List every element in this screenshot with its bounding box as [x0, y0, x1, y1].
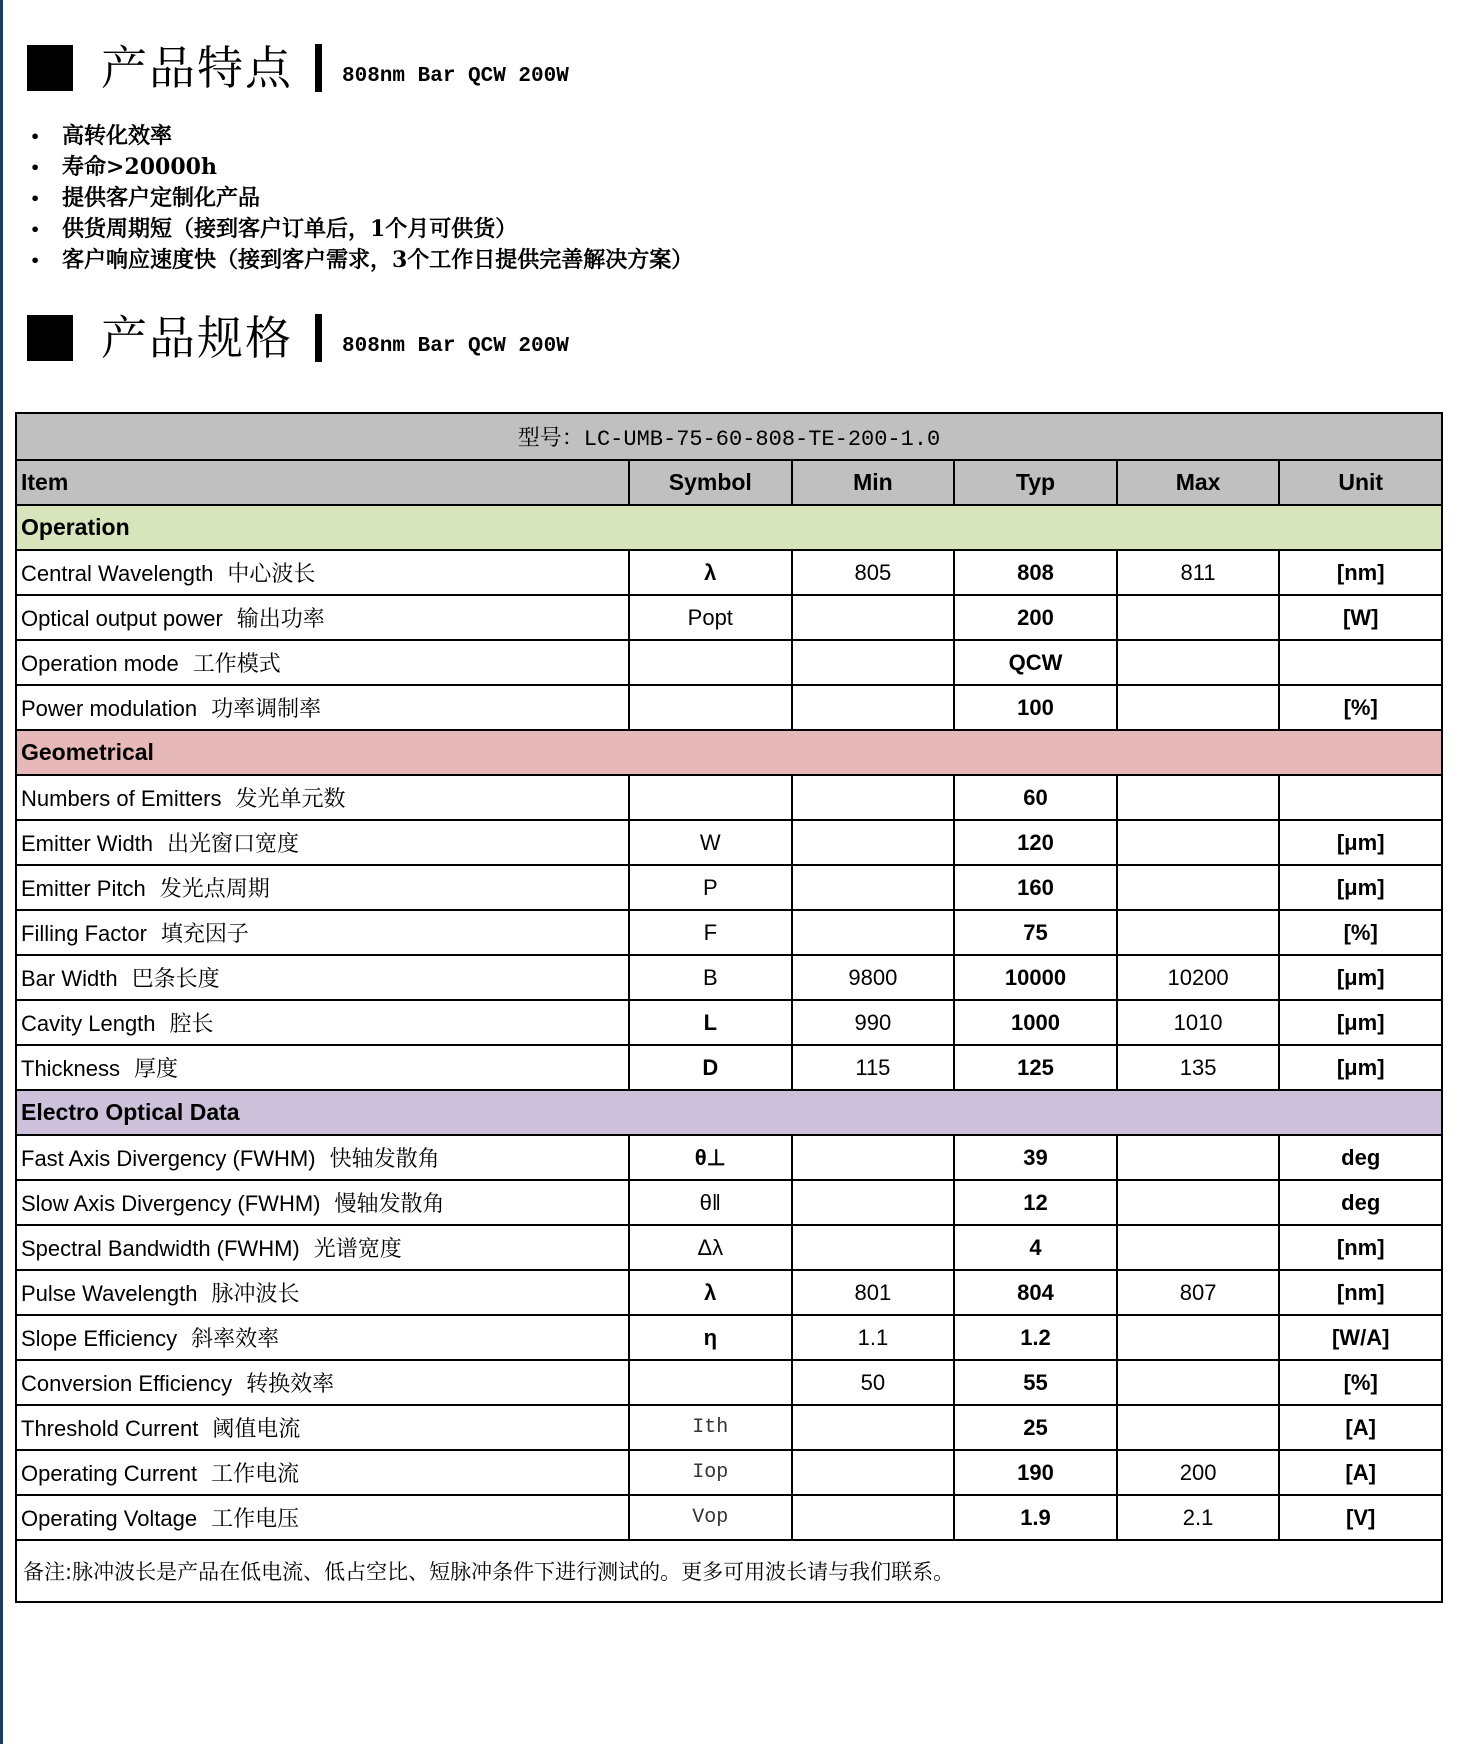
- item-name-cn: 脉冲波长: [211, 1281, 300, 1306]
- model-row: [16, 413, 1442, 460]
- header-max: Max: [1117, 460, 1280, 505]
- typ-cell: 1000: [954, 1000, 1117, 1045]
- min-cell: 801: [792, 1270, 955, 1315]
- typ-cell: 75: [954, 910, 1117, 955]
- item-name-cn: 厚度: [134, 1056, 179, 1081]
- symbol-cell: θ⊥: [629, 1135, 792, 1180]
- typ-cell: QCW: [954, 640, 1117, 685]
- spec-table: [15, 412, 1443, 1603]
- item-name-cn: 出光窗口宽度: [167, 831, 300, 856]
- unit-cell: [nm]: [1279, 1270, 1442, 1315]
- max-cell: [1117, 595, 1280, 640]
- typ-cell: 125: [954, 1045, 1117, 1090]
- symbol-cell: D: [629, 1045, 792, 1090]
- unit-cell: [μm]: [1279, 1000, 1442, 1045]
- symbol-cell: λ: [629, 550, 792, 595]
- unit-cell: [nm]: [1279, 550, 1442, 595]
- table-row: [16, 1000, 1442, 1045]
- table-row: [16, 1045, 1442, 1090]
- min-cell: [792, 865, 955, 910]
- symbol-cell: Popt: [629, 595, 792, 640]
- header-row: [16, 460, 1442, 505]
- item-name-en: Operating Current: [21, 1461, 198, 1486]
- symbol-cell: [629, 1360, 792, 1405]
- max-cell: [1117, 820, 1280, 865]
- typ-cell: 190: [954, 1450, 1117, 1495]
- item-name-en: Bar Width: [21, 966, 118, 991]
- item-cell: [16, 640, 629, 685]
- min-cell: [792, 1225, 955, 1270]
- typ-cell: 10000: [954, 955, 1117, 1000]
- table-row: [16, 1135, 1442, 1180]
- item-name-cn: 发光点周期: [159, 876, 270, 901]
- item-name-cn: 功率调制率: [211, 696, 322, 721]
- max-cell: [1117, 1405, 1280, 1450]
- feature-item: • 客户响应速度快（接到客户需求，3个工作日提供完善解决方案）: [30, 245, 693, 276]
- item-name-en: Filling Factor: [21, 921, 147, 946]
- table-row: [16, 1225, 1442, 1270]
- item-name-cn: 工作电流: [211, 1461, 300, 1486]
- min-cell: [792, 640, 955, 685]
- item-name-en: Operation mode: [21, 651, 179, 676]
- item-name-en: Fast Axis Divergency (FWHM): [21, 1146, 316, 1171]
- min-cell: 9800: [792, 955, 955, 1000]
- item-name-cn: 阈值电流: [212, 1416, 301, 1441]
- unit-cell: [μm]: [1279, 955, 1442, 1000]
- typ-cell: 12: [954, 1180, 1117, 1225]
- typ-cell: 55: [954, 1360, 1117, 1405]
- item-name-en: Threshold Current: [21, 1416, 199, 1441]
- item-name-en: Slope Efficiency: [21, 1326, 178, 1351]
- item-name-cn: 快轴发散角: [329, 1146, 440, 1171]
- item-name-en: Power modulation: [21, 696, 198, 721]
- table-row: [16, 865, 1442, 910]
- min-cell: [792, 1180, 955, 1225]
- symbol-cell: θ‖: [629, 1180, 792, 1225]
- item-cell: [16, 1405, 629, 1450]
- typ-cell: 1.2: [954, 1315, 1117, 1360]
- symbol-cell: L: [629, 1000, 792, 1045]
- item-name-en: Spectral Bandwidth (FWHM): [21, 1236, 300, 1261]
- max-cell: 2.1: [1117, 1495, 1280, 1540]
- bullet-icon: •: [30, 220, 41, 239]
- max-cell: 135: [1117, 1045, 1280, 1090]
- vertical-bar-divider: [315, 314, 322, 362]
- section-title: Electro Optical Data: [16, 1090, 1442, 1135]
- max-cell: 811: [1117, 550, 1280, 595]
- min-cell: 1.1: [792, 1315, 955, 1360]
- item-name-cn: 工作模式: [192, 651, 281, 676]
- symbol-cell: [629, 685, 792, 730]
- unit-cell: [1279, 775, 1442, 820]
- min-cell: [792, 595, 955, 640]
- min-cell: [792, 775, 955, 820]
- min-cell: [792, 685, 955, 730]
- item-name-en: Optical output power: [21, 606, 223, 631]
- feature-item: • 提供客户定制化产品: [30, 183, 693, 214]
- header-typ: Typ: [954, 460, 1117, 505]
- table-row: [16, 550, 1442, 595]
- max-cell: [1117, 1180, 1280, 1225]
- table-row: [16, 775, 1442, 820]
- feature-item: • 供货周期短（接到客户订单后，1个月可供货）: [30, 214, 693, 245]
- min-cell: [792, 1495, 955, 1540]
- features-title: 产品特点: [101, 41, 293, 95]
- symbol-cell: P: [629, 865, 792, 910]
- typ-cell: 100: [954, 685, 1117, 730]
- typ-cell: 4: [954, 1225, 1117, 1270]
- max-cell: 200: [1117, 1450, 1280, 1495]
- features-list: [30, 121, 693, 276]
- table-row: [16, 1450, 1442, 1495]
- table-row: [16, 955, 1442, 1000]
- unit-cell: [%]: [1279, 910, 1442, 955]
- item-cell: [16, 1135, 629, 1180]
- note-text: 备注:脉冲波长是产品在低电流、低占空比、短脉冲条件下进行测试的。更多可用波长请与我们联系。: [16, 1540, 1442, 1602]
- item-cell: [16, 775, 629, 820]
- item-name-en: Pulse Wavelength: [21, 1281, 198, 1306]
- item-name-en: Slow Axis Divergency (FWHM): [21, 1191, 321, 1216]
- black-square-icon: [27, 45, 73, 91]
- symbol-cell: [629, 775, 792, 820]
- unit-cell: deg: [1279, 1135, 1442, 1180]
- table-row: [16, 1360, 1442, 1405]
- unit-cell: [W]: [1279, 595, 1442, 640]
- bullet-icon: •: [30, 158, 41, 177]
- page-left-rule: [0, 0, 3, 1744]
- item-name-en: Central Wavelength: [21, 561, 214, 586]
- max-cell: 10200: [1117, 955, 1280, 1000]
- unit-cell: [%]: [1279, 685, 1442, 730]
- item-name-cn: 光谱宽度: [313, 1236, 402, 1261]
- unit-cell: [W/A]: [1279, 1315, 1442, 1360]
- item-name-en: Emitter Width: [21, 831, 154, 856]
- symbol-cell: Iop: [629, 1450, 792, 1495]
- min-cell: 805: [792, 550, 955, 595]
- min-cell: 50: [792, 1360, 955, 1405]
- unit-cell: [A]: [1279, 1450, 1442, 1495]
- item-name-en: Thickness: [21, 1056, 121, 1081]
- item-name-en: Operating Voltage: [21, 1506, 198, 1531]
- symbol-cell: [629, 640, 792, 685]
- features-heading: [27, 43, 569, 93]
- spec-title: 产品规格: [101, 311, 293, 365]
- min-cell: [792, 1135, 955, 1180]
- item-name-cn: 腔长: [169, 1011, 214, 1036]
- max-cell: [1117, 1360, 1280, 1405]
- section-row: [16, 505, 1442, 550]
- item-name-en: Cavity Length: [21, 1011, 156, 1036]
- unit-cell: [μm]: [1279, 820, 1442, 865]
- item-name-cn: 转换效率: [246, 1371, 335, 1396]
- item-cell: [16, 1045, 629, 1090]
- max-cell: 1010: [1117, 1000, 1280, 1045]
- typ-cell: 39: [954, 1135, 1117, 1180]
- max-cell: [1117, 865, 1280, 910]
- unit-cell: [A]: [1279, 1405, 1442, 1450]
- model-number: 型号：LC-UMB-75-60-808-TE-200-1.0: [16, 413, 1442, 460]
- bullet-icon: •: [30, 127, 41, 146]
- item-cell: [16, 595, 629, 640]
- item-name-cn: 斜率效率: [191, 1326, 280, 1351]
- item-cell: [16, 820, 629, 865]
- item-cell: [16, 910, 629, 955]
- typ-cell: 160: [954, 865, 1117, 910]
- feature-item: • 高转化效率: [30, 121, 693, 152]
- features-subtitle: 808nm Bar QCW 200W: [342, 64, 569, 88]
- max-cell: 807: [1117, 1270, 1280, 1315]
- symbol-cell: W: [629, 820, 792, 865]
- min-cell: [792, 1450, 955, 1495]
- unit-cell: [V]: [1279, 1495, 1442, 1540]
- unit-cell: [nm]: [1279, 1225, 1442, 1270]
- item-cell: [16, 1315, 629, 1360]
- item-name-cn: 填充因子: [160, 921, 249, 946]
- min-cell: [792, 910, 955, 955]
- unit-cell: [μm]: [1279, 865, 1442, 910]
- min-cell: 990: [792, 1000, 955, 1045]
- typ-cell: 200: [954, 595, 1117, 640]
- item-cell: [16, 1180, 629, 1225]
- max-cell: [1117, 910, 1280, 955]
- item-name-en: Numbers of Emitters: [21, 786, 222, 811]
- typ-cell: 808: [954, 550, 1117, 595]
- spec-heading: [27, 313, 569, 363]
- item-name-cn: 输出功率: [236, 606, 325, 631]
- item-cell: [16, 865, 629, 910]
- item-cell: [16, 1270, 629, 1315]
- item-name-en: Conversion Efficiency: [21, 1371, 233, 1396]
- typ-cell: 60: [954, 775, 1117, 820]
- item-cell: [16, 1225, 629, 1270]
- note-row: [16, 1540, 1442, 1602]
- table-row: [16, 685, 1442, 730]
- table-row: [16, 640, 1442, 685]
- unit-cell: [%]: [1279, 1360, 1442, 1405]
- typ-cell: 1.9: [954, 1495, 1117, 1540]
- symbol-cell: η: [629, 1315, 792, 1360]
- bullet-icon: •: [30, 189, 41, 208]
- feature-item: • 寿命>20000h: [30, 152, 693, 183]
- table-row: [16, 595, 1442, 640]
- table-row: [16, 910, 1442, 955]
- header-min: Min: [792, 460, 955, 505]
- max-cell: [1117, 775, 1280, 820]
- header-unit: Unit: [1279, 460, 1442, 505]
- item-name-cn: 工作电压: [211, 1506, 300, 1531]
- table-row: [16, 820, 1442, 865]
- min-cell: 115: [792, 1045, 955, 1090]
- table-row: [16, 1270, 1442, 1315]
- item-cell: [16, 1000, 629, 1045]
- item-name-cn: 发光单元数: [235, 786, 346, 811]
- black-square-icon: [27, 315, 73, 361]
- unit-cell: [μm]: [1279, 1045, 1442, 1090]
- table-row: [16, 1405, 1442, 1450]
- item-name-cn: 中心波长: [227, 561, 316, 586]
- symbol-cell: F: [629, 910, 792, 955]
- header-item: Item: [16, 460, 629, 505]
- max-cell: [1117, 1225, 1280, 1270]
- table-row: [16, 1180, 1442, 1225]
- table-row: [16, 1315, 1442, 1360]
- typ-cell: 804: [954, 1270, 1117, 1315]
- max-cell: [1117, 1135, 1280, 1180]
- item-name-en: Emitter Pitch: [21, 876, 146, 901]
- header-symbol: Symbol: [629, 460, 792, 505]
- section-title: Geometrical: [16, 730, 1442, 775]
- symbol-cell: λ: [629, 1270, 792, 1315]
- min-cell: [792, 820, 955, 865]
- item-cell: [16, 550, 629, 595]
- unit-cell: deg: [1279, 1180, 1442, 1225]
- vertical-bar-divider: [315, 44, 322, 92]
- item-cell: [16, 1450, 629, 1495]
- section-row: [16, 730, 1442, 775]
- symbol-cell: Δλ: [629, 1225, 792, 1270]
- typ-cell: 120: [954, 820, 1117, 865]
- item-cell: [16, 1495, 629, 1540]
- max-cell: [1117, 1315, 1280, 1360]
- section-row: [16, 1090, 1442, 1135]
- item-cell: [16, 685, 629, 730]
- section-title: Operation: [16, 505, 1442, 550]
- item-cell: [16, 955, 629, 1000]
- max-cell: [1117, 685, 1280, 730]
- item-name-cn: 巴条长度: [131, 966, 220, 991]
- bullet-icon: •: [30, 251, 41, 270]
- spec-subtitle: 808nm Bar QCW 200W: [342, 334, 569, 358]
- item-name-cn: 慢轴发散角: [334, 1191, 445, 1216]
- symbol-cell: Vop: [629, 1495, 792, 1540]
- symbol-cell: Ith: [629, 1405, 792, 1450]
- typ-cell: 25: [954, 1405, 1117, 1450]
- symbol-cell: B: [629, 955, 792, 1000]
- min-cell: [792, 1405, 955, 1450]
- max-cell: [1117, 640, 1280, 685]
- table-row: [16, 1495, 1442, 1540]
- unit-cell: [1279, 640, 1442, 685]
- item-cell: [16, 1360, 629, 1405]
